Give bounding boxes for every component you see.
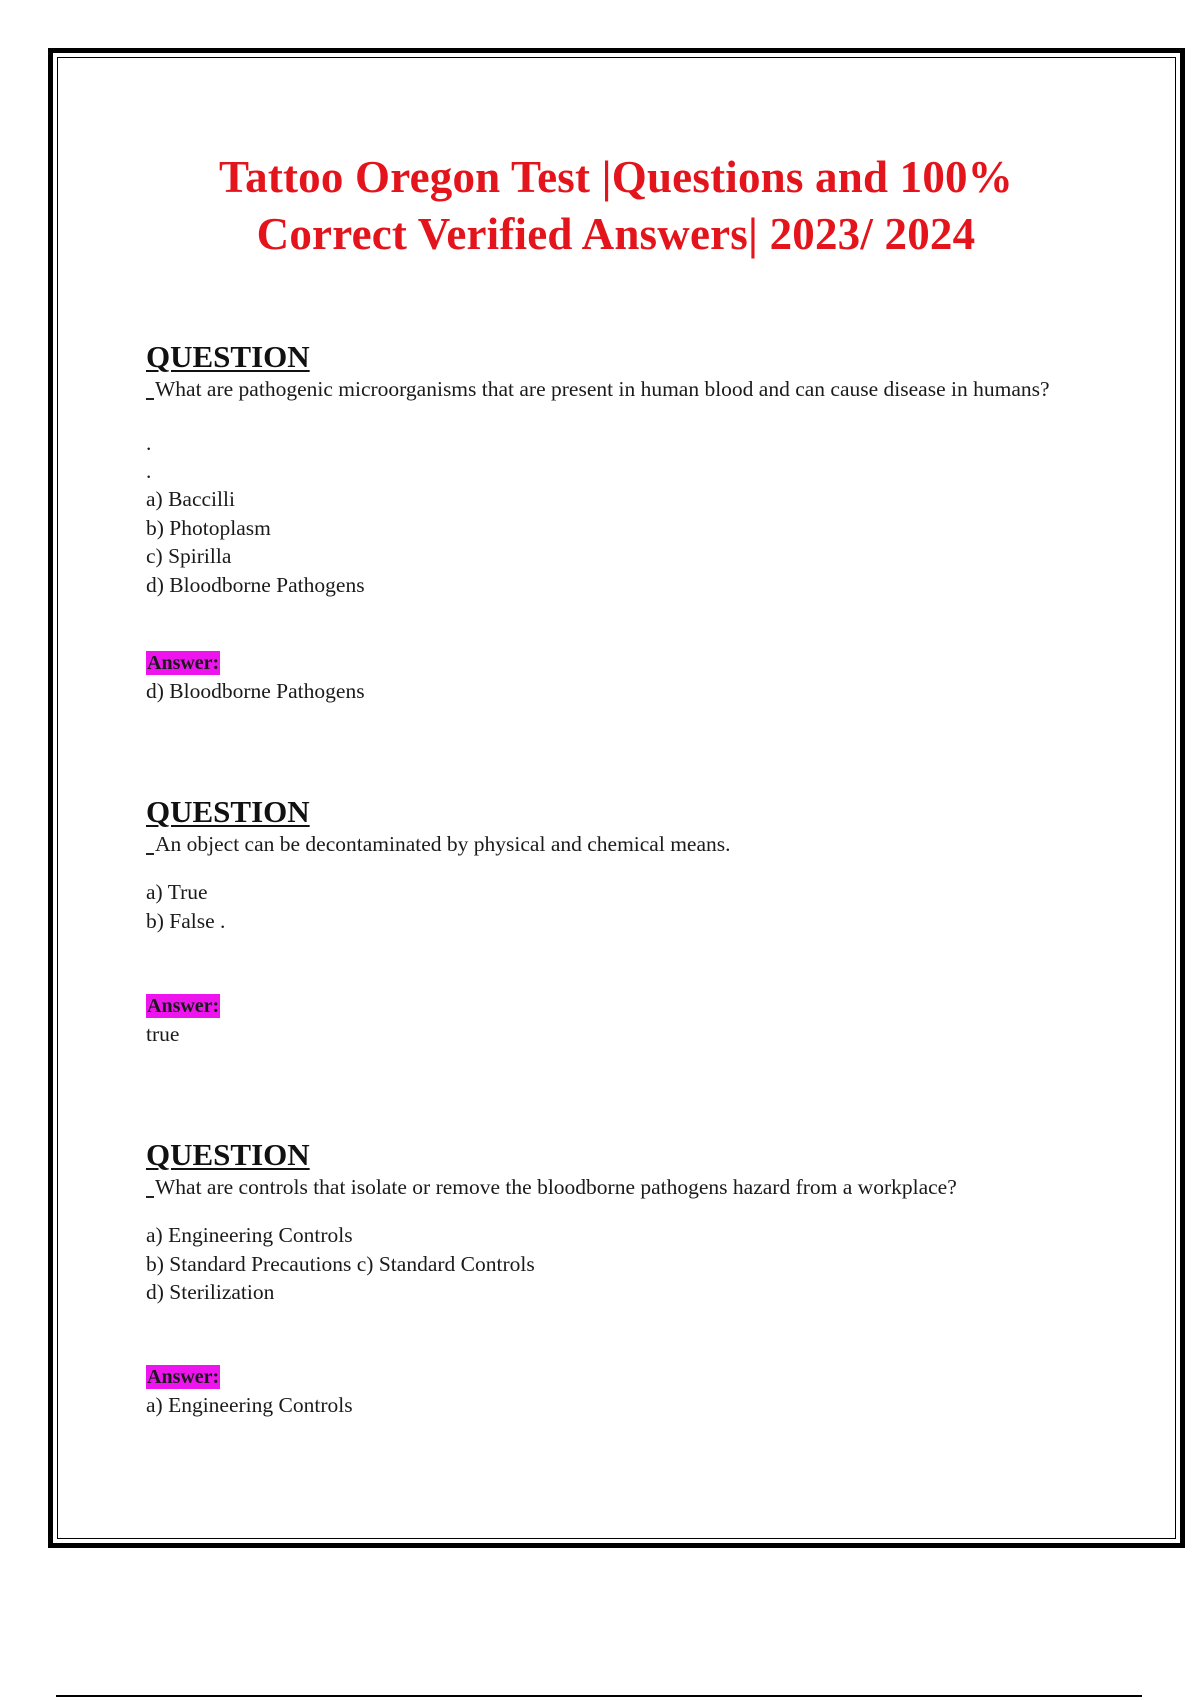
option-item: a) Engineering Controls: [146, 1223, 353, 1247]
answer-section: [146, 1365, 353, 1419]
question-block-2: [146, 794, 1086, 1046]
dash-mark: [146, 1196, 154, 1198]
options-list: [146, 485, 365, 599]
question-heading: QUESTION: [146, 794, 310, 829]
question-text: [146, 830, 1086, 858]
answer-label: Answer:: [147, 995, 220, 1017]
options-list: [146, 878, 225, 935]
options-list: [146, 1221, 535, 1307]
footer-rule: [56, 1695, 1142, 1697]
question-block-3: [146, 1137, 1086, 1417]
option-item: c) Spirilla: [146, 544, 232, 568]
question-extra-lines: [146, 429, 151, 485]
answer-label: Answer:: [147, 652, 220, 674]
options-wrapper: [146, 1221, 535, 1307]
document-title-line-1: Tattoo Oregon Test |Questions and 100%: [219, 152, 1013, 202]
page-frame: [48, 48, 1185, 1548]
question-text-content: An object can be decontaminated by physical and chemical means.: [155, 832, 731, 856]
answer-value: d) Bloodborne Pathogens: [146, 679, 365, 703]
option-item: b) False .: [146, 908, 226, 933]
document-content: [146, 149, 1086, 1417]
question-text: [146, 375, 1086, 403]
question-heading: QUESTION: [146, 339, 310, 374]
question-block-1: [146, 339, 1086, 703]
answer-section: [146, 651, 365, 705]
extra-line: .: [146, 431, 152, 455]
dash-mark: [146, 853, 154, 855]
question-heading: QUESTION: [146, 1137, 310, 1172]
options-wrapper: [146, 485, 365, 599]
option-item: a) Baccilli: [146, 487, 235, 511]
document-title: [146, 149, 1086, 263]
extra-line: .: [146, 459, 152, 483]
document-title-line-2: Correct Verified Answers| 2023/ 2024: [256, 209, 976, 259]
option-item: d) Bloodborne Pathogens: [146, 572, 365, 597]
answer-section: [146, 994, 220, 1048]
option-item: a) True: [146, 880, 208, 904]
answer-value: a) Engineering Controls: [146, 1393, 353, 1417]
question-text: [146, 1173, 1086, 1201]
dash-mark: [146, 398, 154, 400]
options-wrapper: [146, 878, 225, 935]
question-text-content: What are pathogenic microorganisms that are present in human blood and can cause disease in humans?: [155, 377, 1050, 401]
option-item: b) Standard Precautions c) Standard Controls: [146, 1251, 535, 1276]
answer-value: true: [146, 1022, 180, 1046]
answer-label: Answer:: [147, 1366, 220, 1388]
question-text-content: What are controls that isolate or remove the bloodborne pathogens hazard from a workplace?: [155, 1175, 957, 1199]
option-item: d) Sterilization: [146, 1280, 275, 1304]
option-item: b) Photoplasm: [146, 515, 271, 540]
